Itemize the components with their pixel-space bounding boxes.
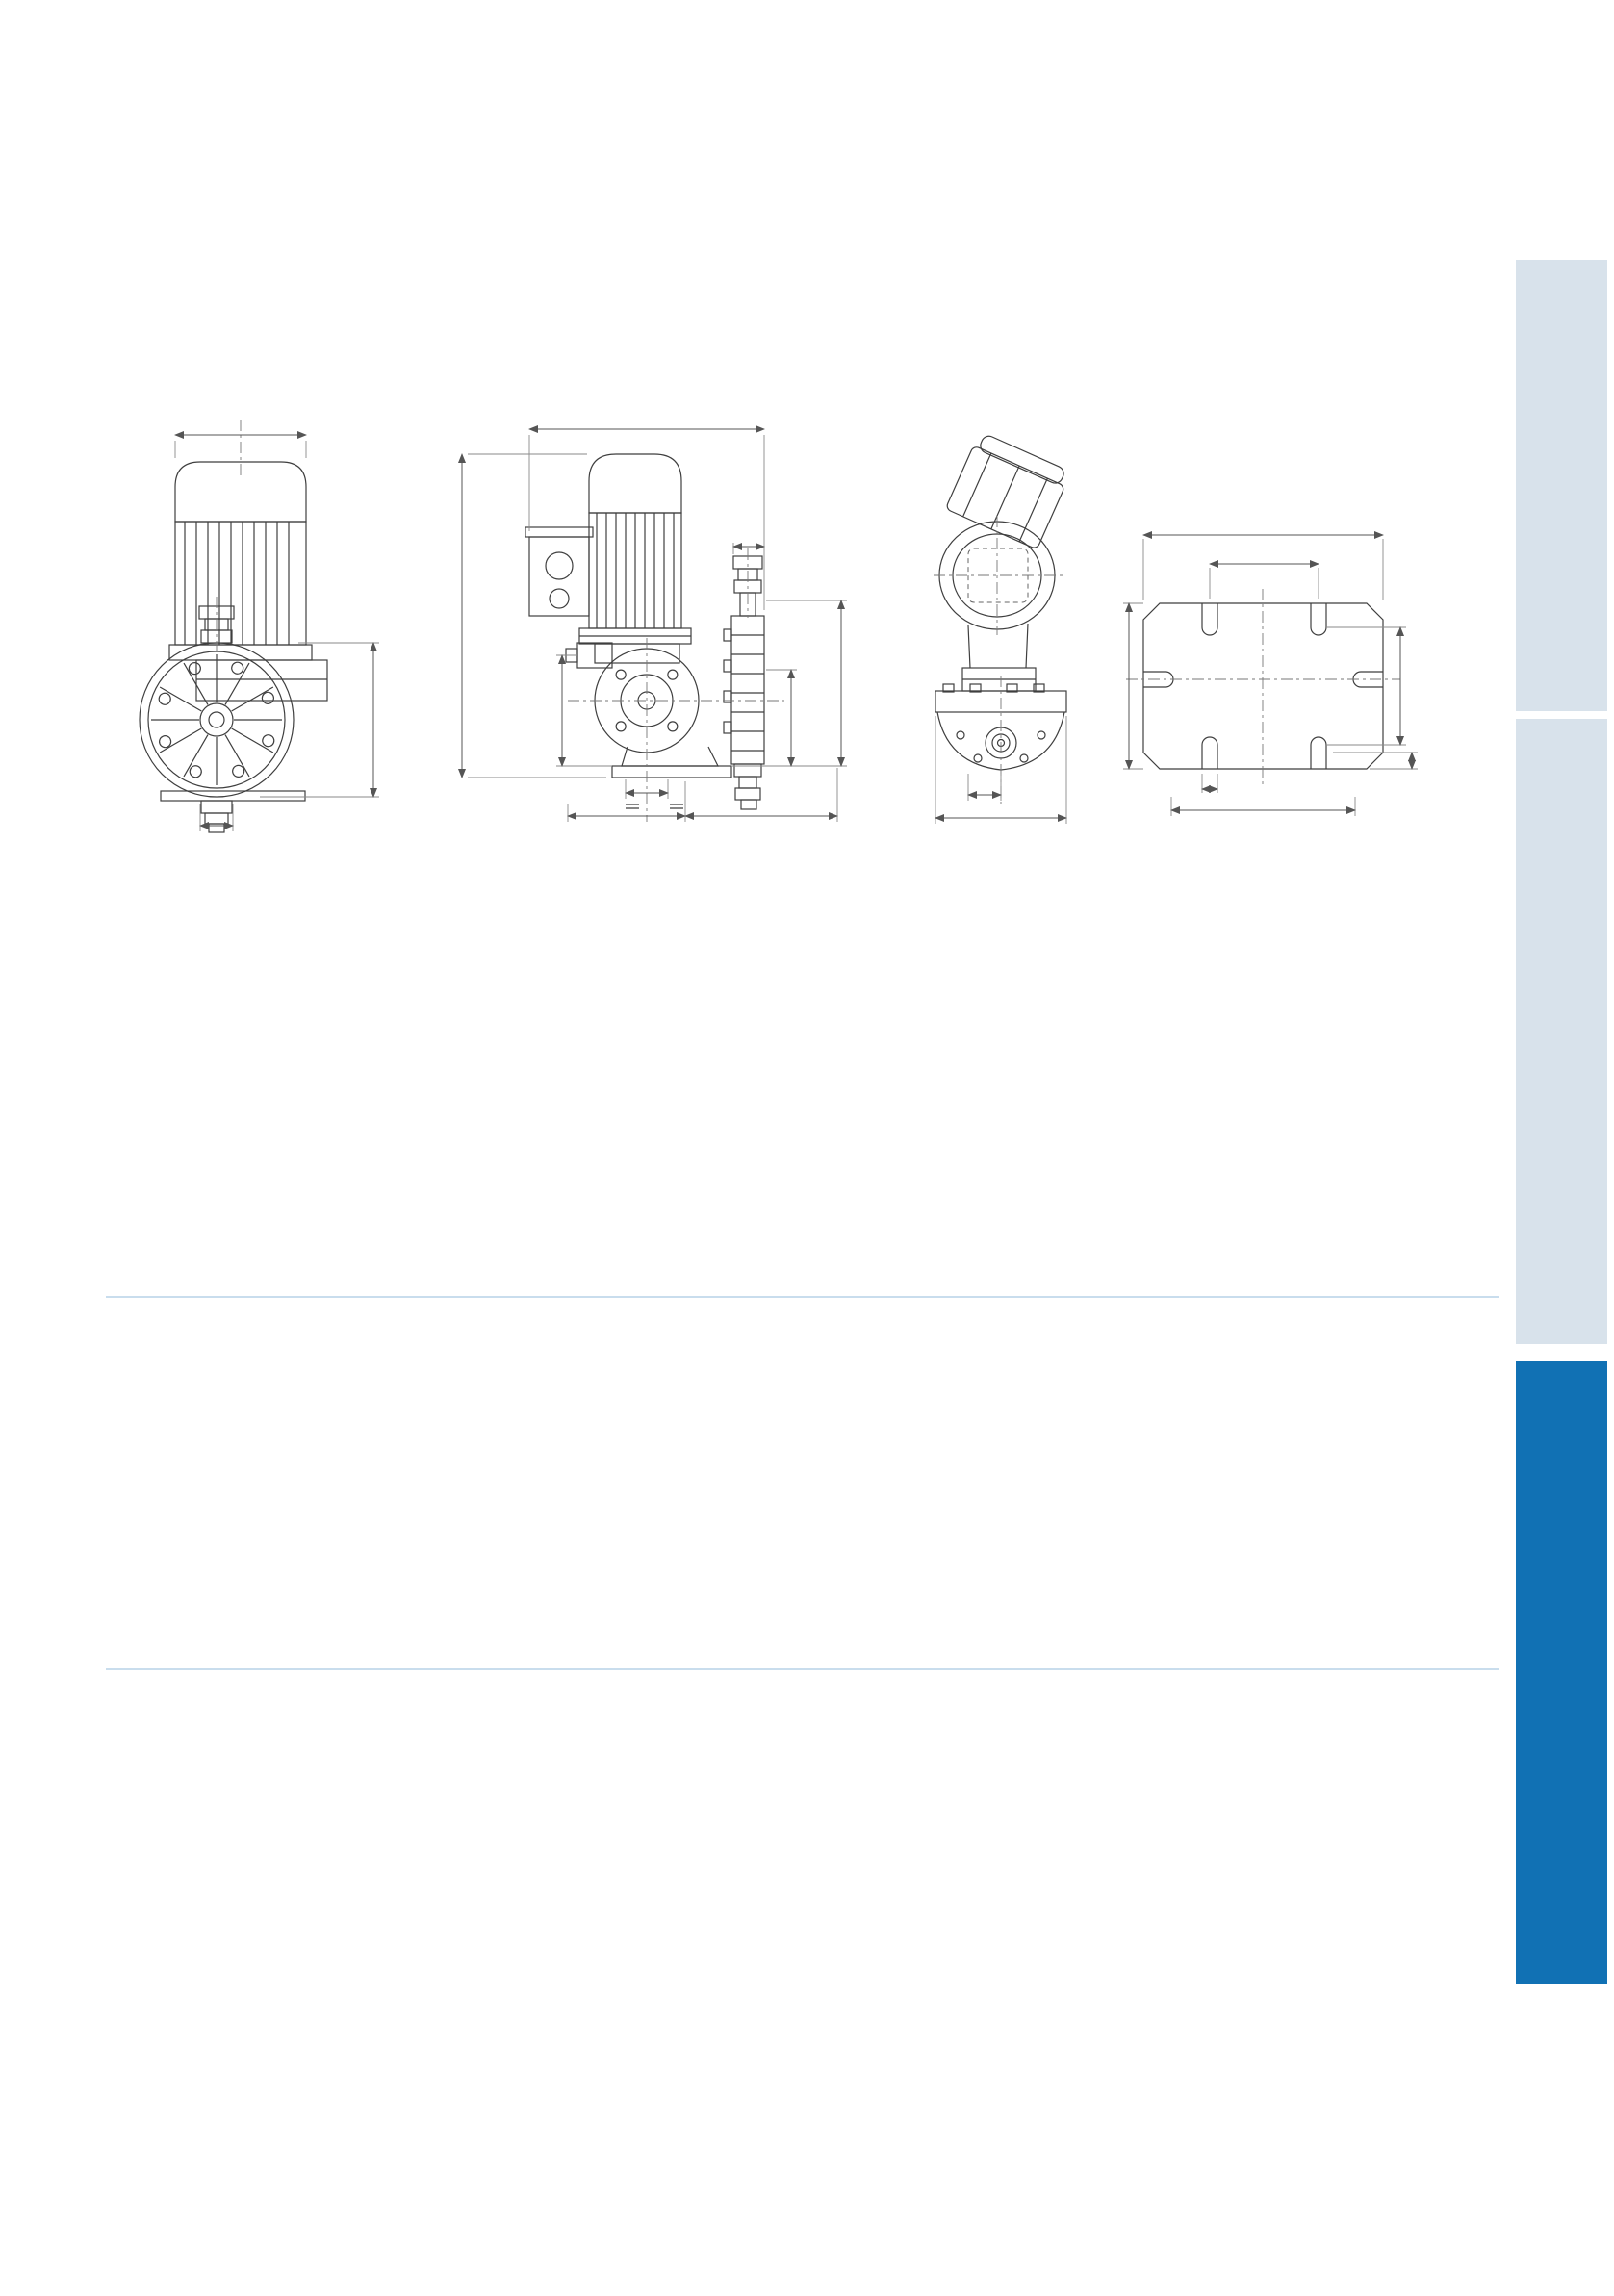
sidebar-tab-solenoid-diaphragm-pump[interactable] <box>1516 260 1607 711</box>
mounting-plate-drawing <box>1102 512 1420 829</box>
sidebar-tab-hydraulic-diaphragm-pump[interactable] <box>1516 719 1607 1344</box>
side-view-drawing <box>433 412 857 828</box>
separator-line <box>106 1668 1499 1670</box>
sidebar-tab-mechanical-diaphragm-plunger-pump[interactable] <box>1516 1361 1607 1984</box>
angled-view-drawing <box>914 435 1088 834</box>
separator-line <box>106 1296 1499 1298</box>
front-view-drawing <box>115 414 404 837</box>
